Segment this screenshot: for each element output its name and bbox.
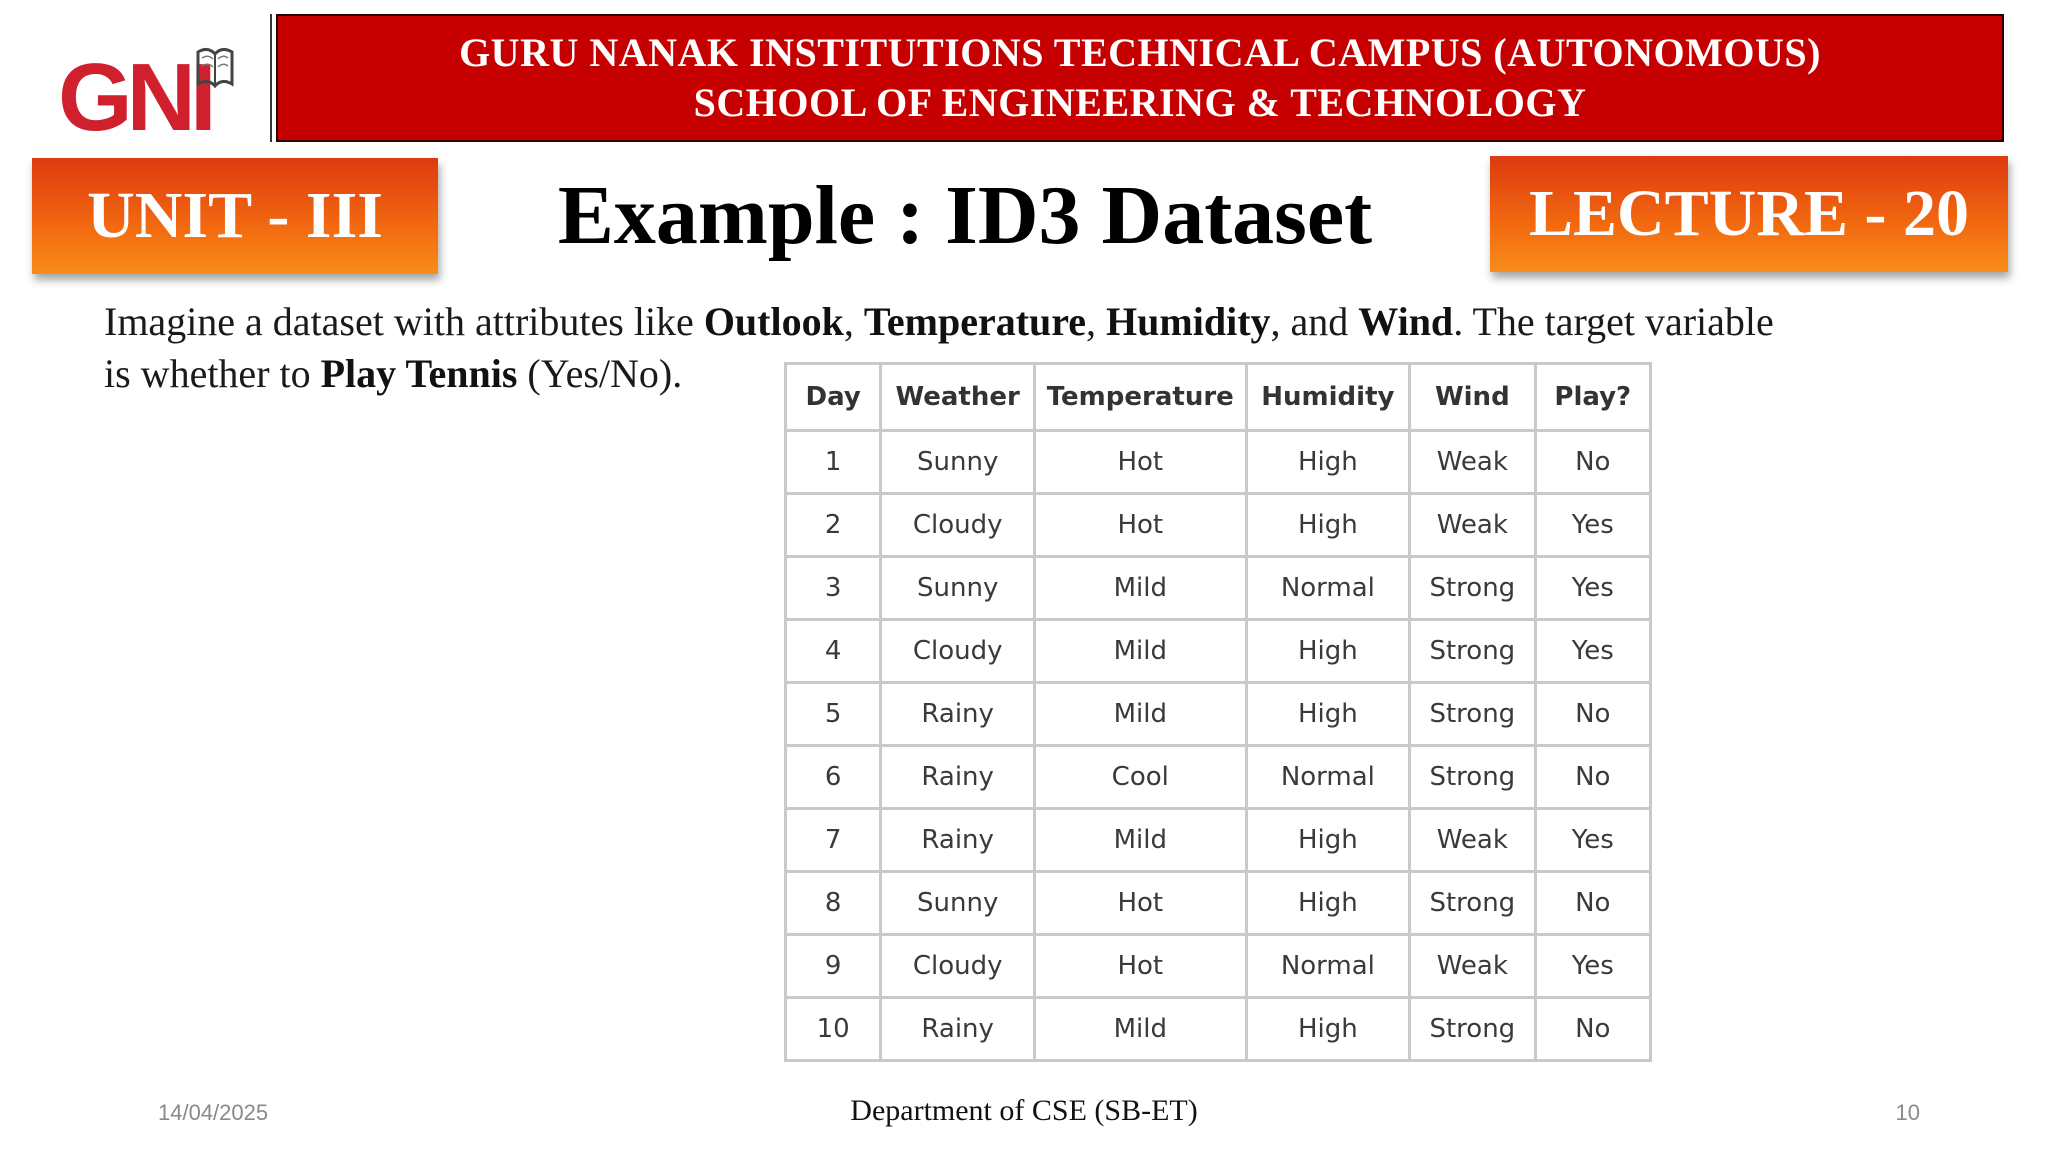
table-cell: Rainy	[881, 683, 1035, 746]
intro-text: ,	[843, 299, 864, 344]
institution-name: GURU NANAK INSTITUTIONS TECHNICAL CAMPUS (AUTONOMOUS)	[459, 30, 1821, 75]
table-row	[786, 557, 1651, 620]
logo-text: GNI	[58, 44, 211, 151]
table-cell: Hot	[1034, 935, 1246, 998]
table-cell: Weak	[1410, 809, 1535, 872]
column-header: Wind	[1410, 364, 1535, 431]
table-cell: High	[1246, 431, 1410, 494]
table-cell: Weak	[1410, 494, 1535, 557]
unit-badge: UNIT - III	[32, 158, 438, 274]
table-cell: Mild	[1034, 683, 1246, 746]
table-cell: Mild	[1034, 557, 1246, 620]
table-cell: Yes	[1535, 620, 1650, 683]
table-row	[786, 620, 1651, 683]
column-header: Weather	[881, 364, 1035, 431]
table-cell: High	[1246, 620, 1410, 683]
table-cell: Strong	[1410, 746, 1535, 809]
table-cell: Yes	[1535, 494, 1650, 557]
table-cell: Rainy	[881, 746, 1035, 809]
lecture-badge: LECTURE - 20	[1490, 156, 2008, 272]
table-cell: 9	[786, 935, 881, 998]
table-cell: Sunny	[881, 557, 1035, 620]
table-cell: No	[1535, 746, 1650, 809]
column-header: Humidity	[1246, 364, 1410, 431]
gni-logo	[52, 22, 252, 151]
table-cell: Weak	[1410, 935, 1535, 998]
table-cell: Rainy	[881, 998, 1035, 1061]
column-header: Temperature	[1034, 364, 1246, 431]
intro-text: ,	[1086, 299, 1107, 344]
table-cell: 7	[786, 809, 881, 872]
table-cell: Normal	[1246, 935, 1410, 998]
table-cell: 10	[786, 998, 881, 1061]
page-number: 10	[1895, 1100, 1920, 1125]
table-cell: Strong	[1410, 557, 1535, 620]
table-cell: Rainy	[881, 809, 1035, 872]
table-cell: 4	[786, 620, 881, 683]
table-cell: High	[1246, 872, 1410, 935]
dataset-table	[784, 362, 1652, 1062]
table-cell: Mild	[1034, 809, 1246, 872]
dataset-table-container	[784, 362, 1652, 1060]
table-cell: Sunny	[881, 872, 1035, 935]
table-cell: Cloudy	[881, 620, 1035, 683]
book-icon	[192, 40, 238, 90]
table-cell: Mild	[1034, 620, 1246, 683]
table-cell: Hot	[1034, 431, 1246, 494]
column-header: Day	[786, 364, 881, 431]
table-cell: Strong	[1410, 683, 1535, 746]
table-cell: High	[1246, 683, 1410, 746]
table-cell: 1	[786, 431, 881, 494]
table-cell: Strong	[1410, 620, 1535, 683]
school-name: SCHOOL OF ENGINEERING & TECHNOLOGY	[693, 80, 1587, 125]
intro-text: Imagine a dataset with attributes like	[104, 299, 704, 344]
table-cell: Cloudy	[881, 494, 1035, 557]
table-row	[786, 809, 1651, 872]
intro-text: (Yes/No).	[517, 351, 683, 396]
table-cell: Mild	[1034, 998, 1246, 1061]
table-cell: Strong	[1410, 998, 1535, 1061]
table-cell: Sunny	[881, 431, 1035, 494]
attr-humidity: Humidity	[1106, 299, 1271, 344]
attr-wind: Wind	[1358, 299, 1454, 344]
table-cell: Hot	[1034, 494, 1246, 557]
footer-department: Department of CSE (SB-ET)	[850, 1094, 1198, 1127]
table-cell: 6	[786, 746, 881, 809]
slide-title: Example : ID3 Dataset	[557, 169, 1373, 262]
table-cell: Normal	[1246, 746, 1410, 809]
table-row	[786, 494, 1651, 557]
attr-temperature: Temperature	[863, 299, 1087, 344]
table-row	[786, 683, 1651, 746]
table-cell: Cloudy	[881, 935, 1035, 998]
intro-text: . The target variable	[1453, 299, 1774, 344]
table-cell: 3	[786, 557, 881, 620]
table-cell: Strong	[1410, 872, 1535, 935]
intro-text: , and	[1270, 299, 1359, 344]
table-row	[786, 935, 1651, 998]
table-cell: No	[1535, 872, 1650, 935]
table-row	[786, 998, 1651, 1061]
table-cell: No	[1535, 998, 1650, 1061]
table-cell: 8	[786, 872, 881, 935]
table-cell: High	[1246, 998, 1410, 1061]
table-cell: High	[1246, 809, 1410, 872]
intro-text: is whether to	[104, 351, 321, 396]
table-cell: 5	[786, 683, 881, 746]
table-cell: Hot	[1034, 872, 1246, 935]
table-cell: Yes	[1535, 557, 1650, 620]
table-cell: No	[1535, 431, 1650, 494]
table-cell: High	[1246, 494, 1410, 557]
table-cell: Normal	[1246, 557, 1410, 620]
target-play-tennis: Play Tennis	[320, 351, 518, 396]
table-row	[786, 431, 1651, 494]
table-cell: Yes	[1535, 809, 1650, 872]
table-row	[786, 872, 1651, 935]
table-cell: Yes	[1535, 935, 1650, 998]
table-cell: 2	[786, 494, 881, 557]
table-cell: Weak	[1410, 431, 1535, 494]
table-header-row	[786, 364, 1651, 431]
attr-outlook: Outlook	[703, 299, 844, 344]
footer-date: 14/04/2025	[158, 1100, 269, 1125]
column-header: Play?	[1535, 364, 1650, 431]
institution-banner	[276, 14, 2004, 142]
table-cell: No	[1535, 683, 1650, 746]
table-row	[786, 746, 1651, 809]
table-cell: Cool	[1034, 746, 1246, 809]
